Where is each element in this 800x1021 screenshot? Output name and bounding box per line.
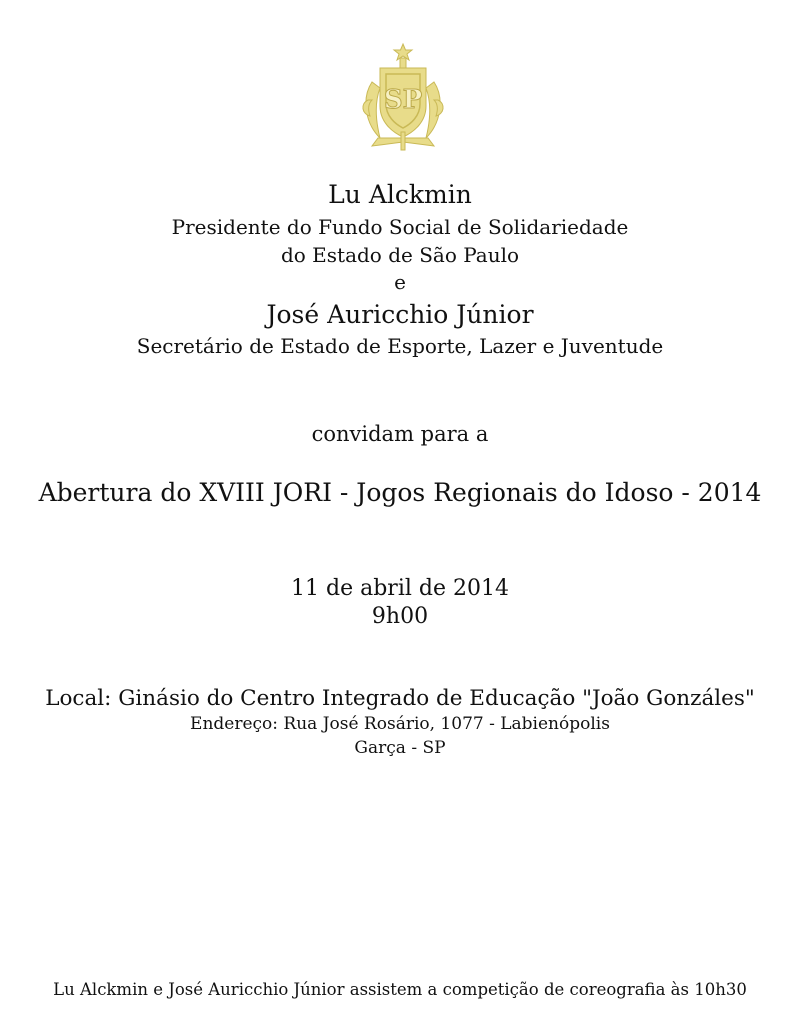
conjunction: e: [394, 270, 406, 294]
host1-title-line2: do Estado de São Paulo: [280, 243, 520, 267]
event-date: 11 de abril de 2014: [291, 576, 509, 601]
event-title: Abertura do XVIII JORI - Jogos Regionais do Idoso - 2014: [38, 478, 762, 507]
event-time: 9h00: [371, 604, 429, 629]
host2-title: Secretário de Estado de Esporte, Lazer e Juventude: [136, 334, 664, 358]
invitation-intro: convidam para a: [311, 422, 489, 446]
host1-title-line1: Presidente do Fundo Social de Solidariedade: [171, 215, 629, 239]
event-location: Local: Ginásio do Centro Integrado de Educação "João Gonzáles": [45, 686, 755, 711]
event-city: Garça - SP: [354, 738, 446, 758]
host1-name: Lu Alckmin: [328, 180, 472, 209]
coat-of-arms-icon: [358, 42, 448, 154]
event-address: Endereço: Rua José Rosário, 1077 - Labienópolis: [190, 714, 610, 734]
footer-note: Lu Alckmin e José Auricchio Júnior assistem a competição de coreografia às 10h30: [53, 980, 747, 999]
host2-name: José Auricchio Júnior: [266, 300, 534, 329]
coat-of-arms-monogram: SP: [383, 85, 423, 115]
